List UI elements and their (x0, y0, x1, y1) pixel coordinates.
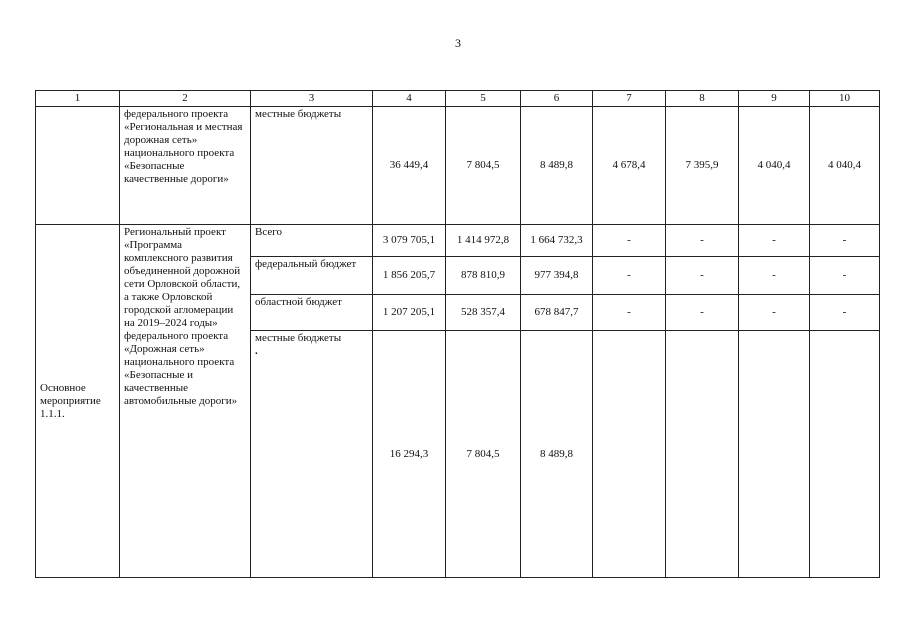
value-cell: - (739, 225, 810, 257)
header-cell: 8 (666, 91, 739, 107)
value-cell: 16 294,3 (373, 331, 446, 578)
header-cell: 7 (593, 91, 666, 107)
value-cell: 1 414 972,8 (446, 225, 521, 257)
value-cell: 678 847,7 (521, 295, 593, 331)
value-cell: 8 489,8 (521, 331, 593, 578)
value-cell: 1 664 732,3 (521, 225, 593, 257)
value-cell: 36 449,4 (373, 107, 446, 225)
value-cell: 7 804,5 (446, 107, 521, 225)
header-cell: 10 (810, 91, 880, 107)
value-cell: - (666, 295, 739, 331)
value-cell: - (810, 295, 880, 331)
header-cell: 4 (373, 91, 446, 107)
value-cell: - (810, 225, 880, 257)
value-cell (810, 331, 880, 578)
value-cell: 878 810,9 (446, 257, 521, 295)
header-cell: 1 (36, 91, 120, 107)
table-row (36, 107, 880, 225)
value-cell (739, 331, 810, 578)
value-cell: 3 079 705,1 (373, 225, 446, 257)
project-description: федерального проекта «Региональная и местная дорожная сеть» национального проекта «Безопасные качественные дороги» (120, 107, 251, 225)
budget-source-label: местные бюджеты (251, 107, 373, 225)
header-cell: 2 (120, 91, 251, 107)
header-cell: 6 (521, 91, 593, 107)
value-cell: - (666, 225, 739, 257)
budget-source-label: федеральный бюджет (251, 257, 373, 295)
value-cell: - (739, 257, 810, 295)
note-mark: . (255, 345, 258, 357)
header-row (36, 91, 880, 107)
budget-source-label: областной бюджет (251, 295, 373, 331)
value-cell: - (593, 225, 666, 257)
value-cell: - (593, 257, 666, 295)
value-cell: 4 678,4 (593, 107, 666, 225)
budget-source-label: Всего (251, 225, 373, 257)
activity-label: Основное мероприятие 1.1.1. (36, 225, 120, 578)
value-cell: 7 804,5 (446, 331, 521, 578)
page-number: 3 (455, 36, 461, 50)
value-cell: 528 357,4 (446, 295, 521, 331)
budget-source-text: местные бюджеты (255, 332, 342, 344)
value-cell (666, 331, 739, 578)
value-cell: 4 040,4 (810, 107, 880, 225)
header-cell: 3 (251, 91, 373, 107)
value-cell: 7 395,9 (666, 107, 739, 225)
value-cell: 977 394,8 (521, 257, 593, 295)
table-row (36, 225, 880, 257)
value-cell: - (593, 295, 666, 331)
budget-source-label (251, 331, 373, 578)
value-cell: 8 489,8 (521, 107, 593, 225)
value-cell: 4 040,4 (739, 107, 810, 225)
value-cell: 1 207 205,1 (373, 295, 446, 331)
value-cell: - (810, 257, 880, 295)
header-cell: 9 (739, 91, 810, 107)
value-cell: - (666, 257, 739, 295)
project-description: Региональный проект «Программа комплексного развития объединенной дорожной сети Орловской области, а также Орловской городской агломерации на 2019–2024 годы» федерального проекта «Дорожная сеть» национального проекта «Безопасные и качественные автомобильные дороги» (120, 225, 251, 578)
header-cell: 5 (446, 91, 521, 107)
value-cell: 1 856 205,7 (373, 257, 446, 295)
empty-cell (36, 107, 120, 225)
budget-table (35, 90, 880, 578)
value-cell (593, 331, 666, 578)
value-cell: - (739, 295, 810, 331)
